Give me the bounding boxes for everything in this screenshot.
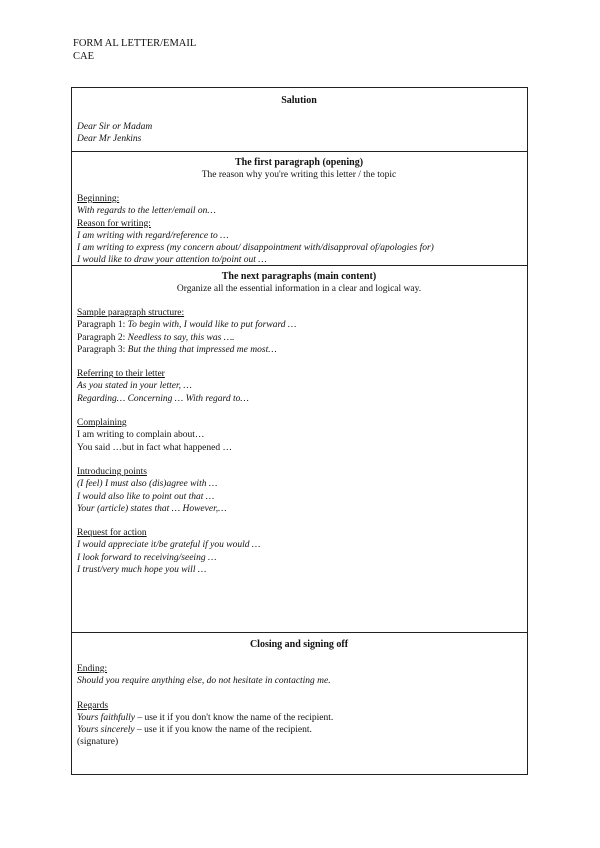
ending-label: Ending: [77,664,108,674]
reason-label: Reason for writing: [77,218,151,229]
salution-section [72,88,527,152]
first-paragraph-heading: The first paragraph (opening) [234,157,364,168]
first-paragraph-subheading: The reason why you're writing this letter / the topic [201,170,397,180]
first-paragraph-section [72,152,527,266]
introducing-line: I would also like to point out that … [77,491,215,502]
regards-line: Yours sincerely – use it if you know the name of the recipient. [77,725,312,736]
signature-line: (signature) [77,737,119,748]
main-content-heading: The next paragraphs (main content) [221,271,377,282]
closing-heading: Closing and signing off [249,639,349,650]
reason-line: I am writing with regard/reference to … [77,230,229,241]
complaining-line: You said …but in fact what happened … [77,442,232,453]
reason-line: I am writing to express (my concern about/ disappointment with/disapproval of/apologies for) [77,243,434,254]
reason-line: I would like to draw your attention to/point out … [77,255,267,266]
request-line: I look forward to receiving/seeing … [77,552,217,563]
request-label: Request for action [77,528,147,539]
salution-line: Dear Mr Jenkins [77,134,142,145]
introducing-label: Introducing points [77,466,147,477]
document-level: CAE [73,51,94,62]
introducing-line: Your (article) states that … However,… [77,503,227,514]
complaining-label: Complaining [77,418,127,429]
referring-line: Regarding… Concerning … With regard to… [77,393,249,404]
complaining-line: I am writing to complain about… [77,430,205,441]
structure-label: Sample paragraph structure: [77,308,185,318]
letter-structure-table [71,87,528,775]
referring-label: Referring to their letter [77,369,165,380]
request-line: I trust/very much hope you will … [77,565,207,576]
beginning-line: With regards to the letter/email on… [77,206,216,217]
regards-line: Yours faithfully – use it if you don't know the name of the recipient. [77,712,334,723]
ending-line: Should you require anything else, do not hesitate in contacting me. [77,676,331,687]
introducing-line: (I feel) I must also (dis)agree with … [77,479,218,490]
closing-section [72,633,527,774]
salution-line: Dear Sir or Madam [77,122,153,132]
request-line: I would appreciate it/be grateful if you would … [77,540,261,551]
main-content-subheading: Organize all the essential information in a clear and logical way. [176,284,422,294]
structure-line: Paragraph 2: Needless to say, this was …. [77,332,235,343]
main-content-section [72,266,527,633]
beginning-label: Beginning: [77,194,120,204]
regards-label: Regards [77,700,109,711]
document-header [73,37,196,63]
structure-line: Paragraph 3: But the thing that impressed me most… [77,344,277,355]
referring-line: As you stated in your letter, … [77,381,192,392]
structure-line: Paragraph 1: To begin with, I would like to put forward … [77,320,297,331]
salution-heading: Salution [281,95,317,106]
document-title: FORM AL LETTER/EMAIL [73,38,197,49]
